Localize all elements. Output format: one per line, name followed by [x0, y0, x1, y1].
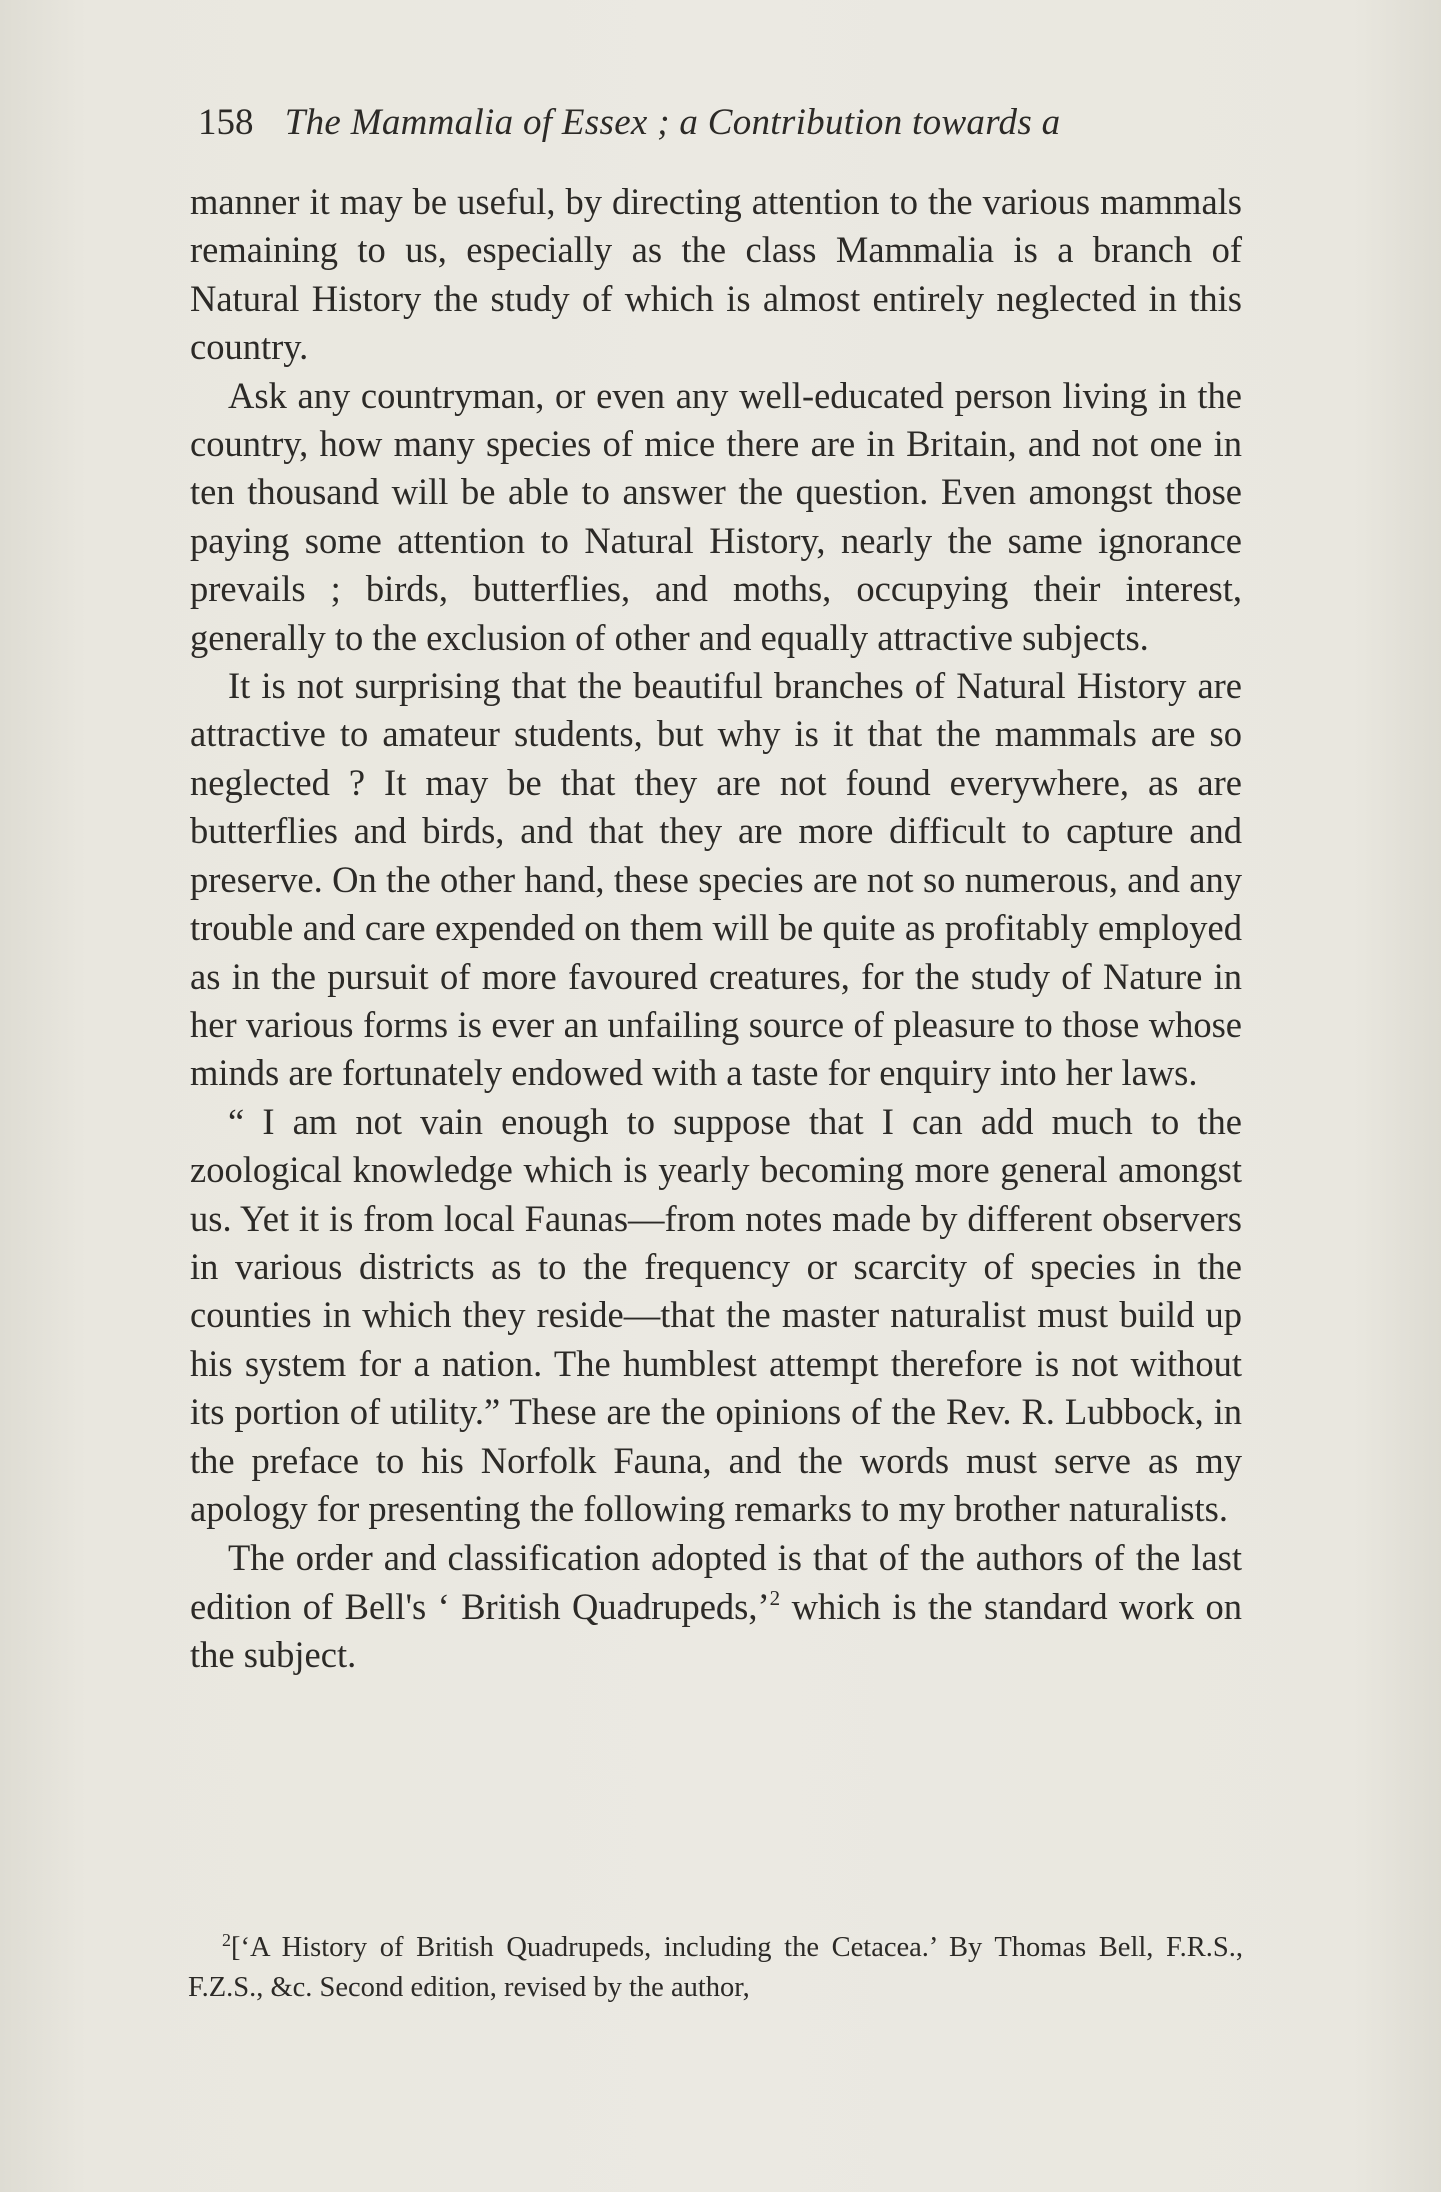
- page-number: 158: [198, 102, 254, 143]
- paragraph-5: [190, 1534, 1242, 1679]
- paragraph-2: Ask any countryman, or even any well-educated person living in the country, how many species of mice there are in Britain, and not one in ten thousand will be able to answer the question. Even amongst those paying some attention to Natural History, nearly the same ignorance prevails ; birds, butterflies, and moths, occupying their interest, generally to the exclusion of other and equally attractive subjects.: [190, 374, 1242, 658]
- paragraph-5-text-end: which is the standard work on the subject.: [190, 1585, 1242, 1676]
- footnote-text: [‘A History of British Quadrupeds, including the Cetacea.’ By Thomas Bell, F.R.S., F.Z.S., &c. Second edition, revised by the author,: [188, 1932, 1243, 2003]
- footnote: [188, 1928, 1243, 2008]
- paragraph-1: manner it may be useful, by directing attention to the various mammals remaining to us, especially as the class Mammalia is a branch of Natural History the study of which is almost entirely neglected in this country.: [190, 181, 1242, 368]
- paragraph-5-text: The order and classification adopted is that of the authors of the last edition of Bell's ‘ British Quadrupeds,’: [190, 1537, 1242, 1627]
- body-text: [190, 178, 1242, 1680]
- footnote-marker: 2: [222, 1930, 231, 1950]
- running-title: The Mammalia of Essex ; a Contribution towards a: [284, 102, 1061, 143]
- footnote-reference: 2: [769, 1585, 781, 1610]
- paragraph-4: “ I am not vain enough to suppose that I can add much to the zoological knowledge which is yearly becoming more general amongst us. Yet it is from local Faunas—from notes made by different observers in various districts as to the frequency or scarcity of species in the counties in which they reside—that the master naturalist must build up his system for a nation. The humblest attempt therefore is not without its portion of utility.” These are the opinions of the Rev. R. Lubbock, in the preface to his Norfolk Fauna, and the words must serve as my apology for presenting the following remarks to my brother naturalists.: [190, 1100, 1242, 1529]
- running-head: [198, 98, 1258, 148]
- paragraph-3: It is not surprising that the beautiful branches of Natural History are attractive to amateur students, but why is it that the mammals are so neglected ? It may be that they are not found everywhere, as are butterflies and birds, and that they are more difficult to capture and preserve. On the other hand, these species are not so numerous, and any trouble and care expended on them will be quite as profitably employed as in the pursuit of more favoured creatures, for the study of Nature in her various forms is ever an unfailing source of pleasure to those whose minds are fortunately endowed with a taste for enquiry into her laws.: [190, 665, 1242, 1094]
